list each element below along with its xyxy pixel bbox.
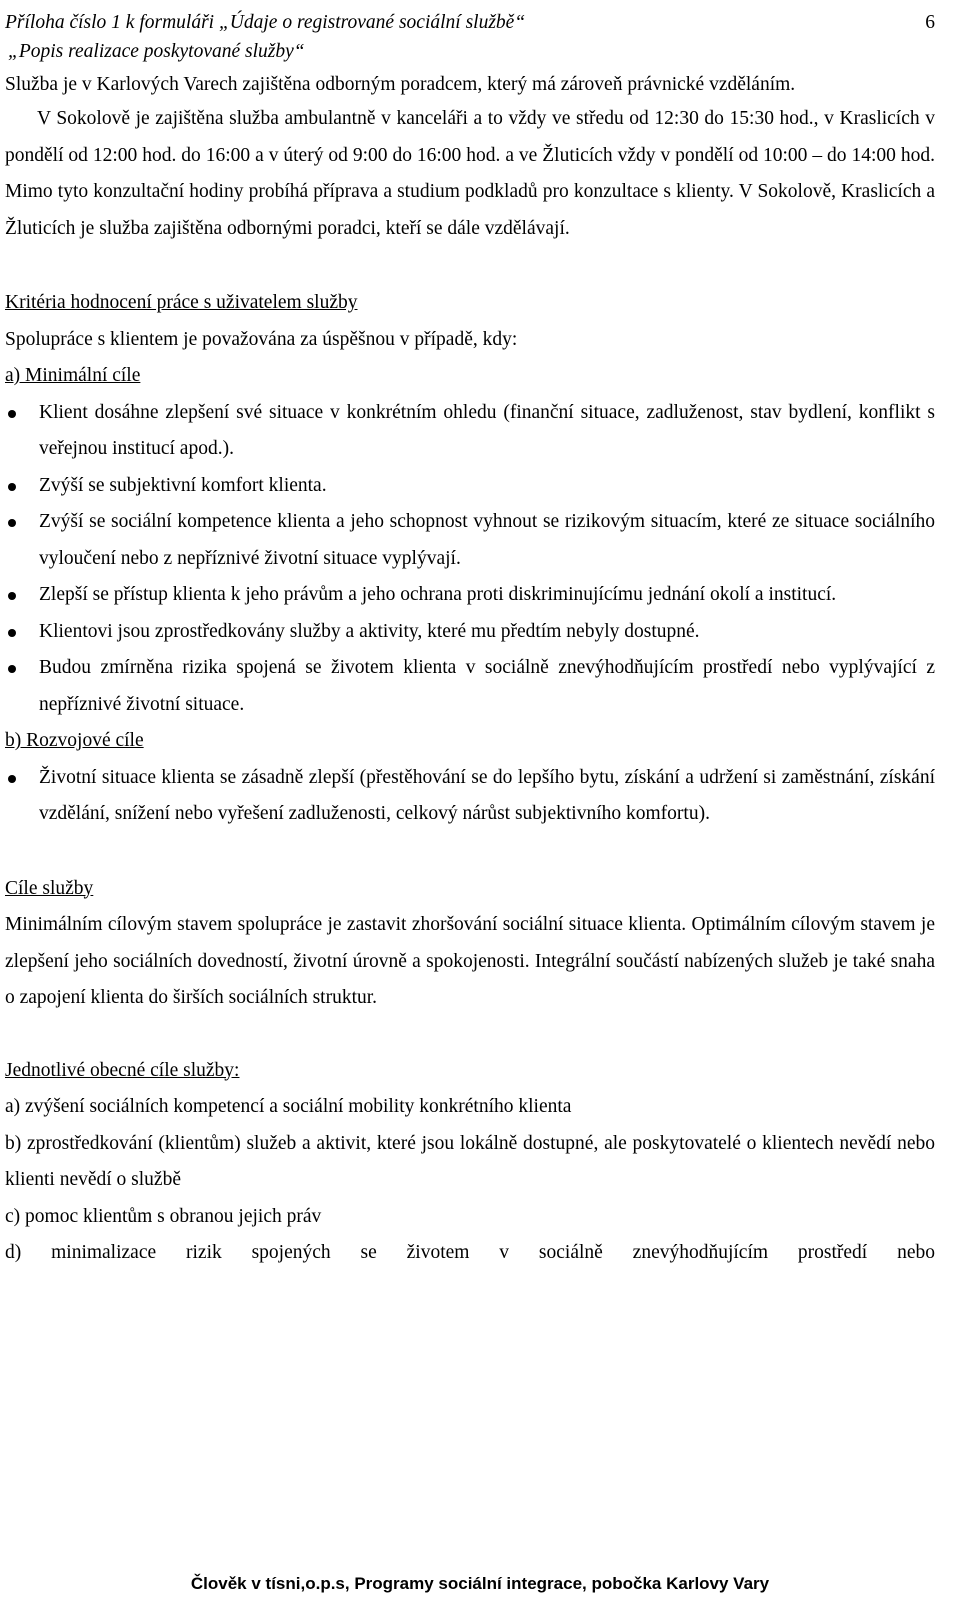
service-goals-heading: Cíle služby: [5, 877, 94, 899]
page-number: 6: [925, 12, 935, 33]
bullet-icon: [8, 665, 16, 673]
list-item: Zlepší se přístup klienta k jeho právům a jeho ochrana proti diskriminujícímu jednání okolí a institucí.: [5, 577, 935, 614]
general-goal-c: c) pomoc klientům s obranou jejich práv: [5, 1205, 322, 1227]
list-item: Zvýší se sociální kompetence klienta a jeho schopnost vyhnout se rizikovým situacím, které ze situace sociálního vyloučení nebo z nepříznivé životní situace vyplývají.: [5, 504, 935, 577]
list-item: Klient dosáhne zlepšení své situace v konkrétním ohledu (finanční situace, zadluženost, stav bydlení, konflikt s veřejnou institucí apod.).: [5, 395, 935, 468]
general-goal-a: a) zvýšení sociálních kompetencí a sociální mobility konkrétního klienta: [5, 1096, 572, 1117]
development-goals-heading: b) Rozvojové cíle: [5, 730, 144, 751]
document-page: [5, 8, 935, 1272]
bullet-icon: [8, 483, 16, 491]
header-subtitle: „Popis realizace poskytované služby“: [8, 41, 305, 62]
list-item: Životní situace klienta se zásadně zlepší (přestěhování se do lepšího bytu, získání a udržení si zaměstnání, získání vzdělání, snížení nebo vyřešení zadluženosti, celkový nárůst subjektivního komfortu).: [5, 760, 935, 833]
service-goals-text: Minimálním cílovým stavem spolupráce je zastavit zhoršování sociální situace klienta. Optimálním cílovým stavem je zlepšení jeho sociálních dovedností, životní úrovně a spokojenosti. Integrální součástí nabízených služeb je také snaha o zapojení klienta do širších sociálních struktur.: [5, 914, 935, 1008]
minimal-goals-list: [5, 395, 935, 724]
general-goals-heading: Jednotlivé obecné cíle služby:: [5, 1059, 240, 1081]
criteria-intro: Spolupráce s klientem je považována za úspěšnou v případě, kdy:: [5, 328, 518, 350]
page-footer: Člověk v tísni,o.p.s, Programy sociální integrace, pobočka Karlovy Vary: [190, 1574, 770, 1593]
bullet-icon: [8, 629, 16, 637]
development-goals-list: [5, 760, 935, 833]
list-item: Zvýší se subjektivní komfort klienta.: [5, 468, 935, 505]
intro-paragraph-2: V Sokolově je zajištěna služba ambulantně v kanceláři a to vždy ve středu od 12:30 do 15:30 hod., v Kraslicích v pondělí od 12:00 hod. do 16:00 a v úterý od 9:00 do 16:00 hod. a ve Žluticích vždy v pondělí od 10:00 – do 14:00 hod. Mimo tyto konzultační hodiny probíhá příprava a studium podkladů pro konzultace s klienty. V Sokolově, Kraslicích a Žluticích je služba zajištěna odbornými poradci, kteří se dále vzdělávají.: [5, 108, 935, 239]
general-goal-b: b) zprostředkování (klientům) služeb a aktivit, které jsou lokálně dostupné, ale poskytovatelé o klientech nevědí nebo klienti nevědí o službě: [5, 1132, 935, 1190]
document-header: [5, 8, 935, 66]
list-item: Budou zmírněna rizika spojená se životem klienta v sociálně znevýhodňujícím prostředí nebo vyplývající z nepříznivé životní situace.: [5, 650, 935, 723]
general-goal-d: d) minimalizace rizik spojených se životem v sociálně znevýhodňujícím prostředí nebo: [5, 1242, 935, 1263]
list-item: Klientovi jsou zprostředkovány služby a aktivity, které mu předtím nebyly dostupné.: [5, 614, 935, 651]
bullet-icon: [8, 410, 16, 418]
bullet-icon: [8, 775, 16, 783]
bullet-icon: [8, 519, 16, 527]
header-title: Příloha číslo 1 k formuláři „Údaje o registrované sociální službě“: [5, 12, 526, 33]
bullet-icon: [8, 592, 16, 600]
minimal-goals-heading: a) Minimální cíle: [5, 365, 141, 386]
criteria-heading: Kritéria hodnocení práce s uživatelem služby: [5, 292, 358, 313]
intro-paragraph-1: Služba je v Karlových Varech zajištěna odborným poradcem, který má zároveň právnické vzděláním.: [5, 74, 796, 95]
